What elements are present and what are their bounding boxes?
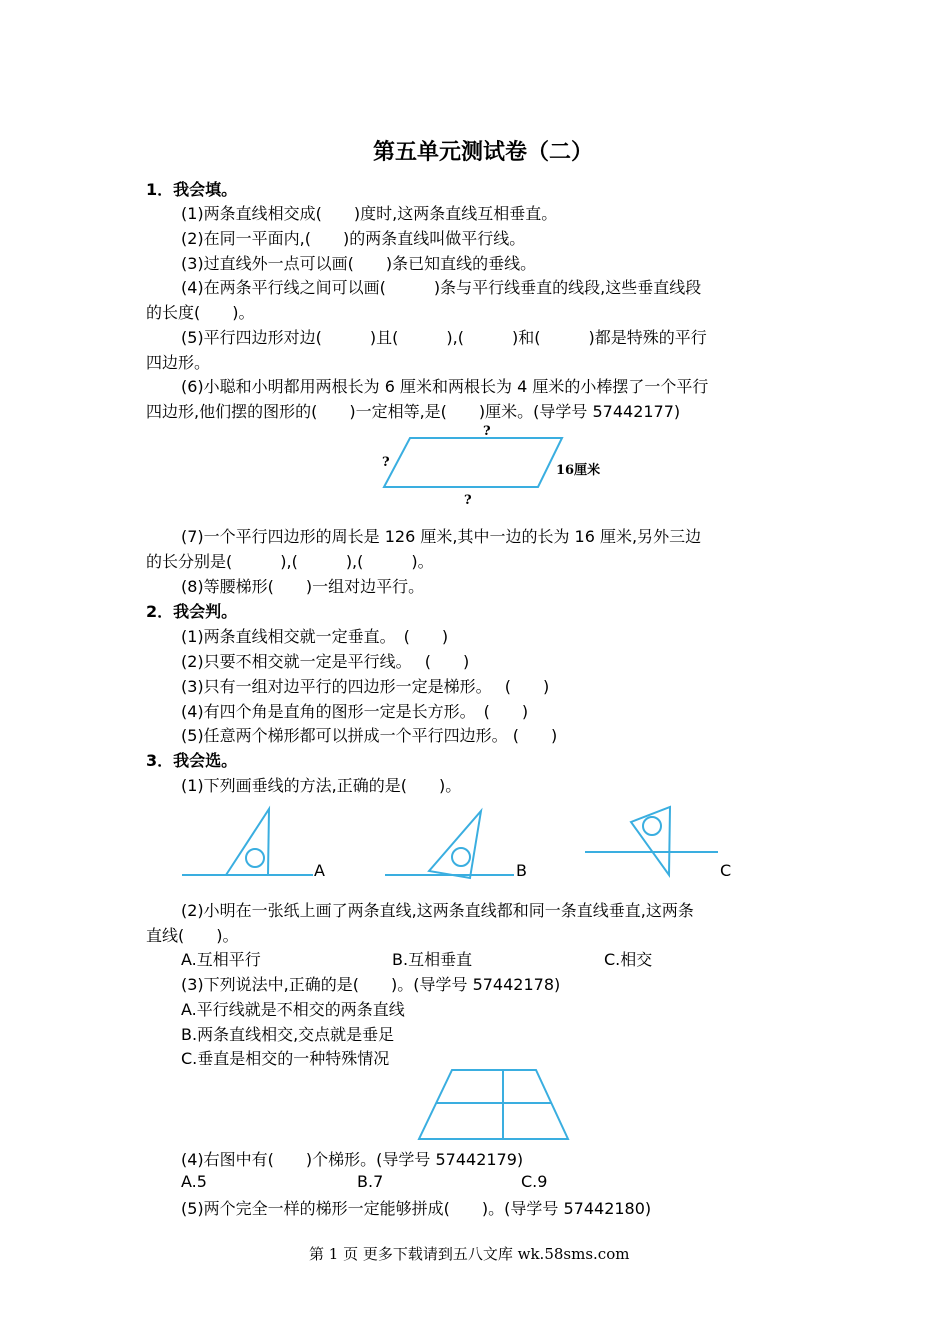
trapezoid-figure <box>415 1066 575 1146</box>
s3-q4-option-c: C.9 <box>521 1172 548 1191</box>
s2-q1: (1)两条直线相交就一定垂直。 ( ) <box>181 627 449 646</box>
s3-q4-option-a: A.5 <box>181 1172 207 1191</box>
fig1-top-label: ? <box>483 424 491 439</box>
section-2-heading: 2．我会判。 <box>146 602 238 621</box>
s1-q6-line1: (6)小聪和小明都用两根长为 6 厘米和两根长为 4 厘米的小棒摆了一个平行 <box>181 377 709 396</box>
s3-q3-option-a: A.平行线就是不相交的两条直线 <box>181 1000 405 1019</box>
s1-q8: (8)等腰梯形( )一组对边平行。 <box>181 577 425 596</box>
fig1-bottom-label: ? <box>464 493 472 508</box>
s3-q1: (1)下列画垂线的方法,正确的是( )。 <box>181 776 462 795</box>
s1-q5-line1: (5)平行四边形对边( )且( ),( )和( )都是特殊的平行 <box>181 328 707 347</box>
option-a-triangle <box>226 809 269 875</box>
s1-q4-line1: (4)在两条平行线之间可以画( )条与平行线垂直的线段,这些垂直线段 <box>181 278 702 297</box>
s3-q2-option-a: A.互相平行 <box>181 950 261 969</box>
s1-q5-line2: 四边形。 <box>146 353 211 372</box>
s3-q3-option-b: B.两条直线相交,交点就是垂足 <box>181 1025 395 1044</box>
s1-q2: (2)在同一平面内,( )的两条直线叫做平行线。 <box>181 229 526 248</box>
s1-q3: (3)过直线外一点可以画( )条已知直线的垂线。 <box>181 254 537 273</box>
s3-q4-option-b: B.7 <box>357 1172 384 1191</box>
s1-q6-line2: 四边形,他们摆的图形的( )一定相等,是( )厘米。(导学号 57442177) <box>146 402 681 421</box>
s3-q2-option-b: B.互相垂直 <box>392 950 473 969</box>
page-footer: 第 1 页 更多下载请到五八文库 wk.58sms.com <box>309 1245 630 1263</box>
parallelogram-shape <box>384 438 562 487</box>
fig1-left-label: ? <box>382 455 390 470</box>
parallelogram-figure <box>370 420 620 510</box>
option-c-circle <box>643 817 661 835</box>
page-title: 第五单元测试卷（二） <box>373 139 594 165</box>
perpendicular-methods-figure <box>180 800 740 890</box>
option-a-circle <box>246 849 264 867</box>
s3-q4: (4)右图中有( )个梯形。(导学号 57442179) <box>181 1150 524 1169</box>
s1-q7-line1: (7)一个平行四边形的周长是 126 厘米,其中一边的长为 16 厘米,另外三边 <box>181 527 702 546</box>
section-3-heading: 3．我会选。 <box>146 751 238 770</box>
s3-q3: (3)下列说法中,正确的是( )。(导学号 57442178) <box>181 975 561 994</box>
option-b-triangle <box>429 811 481 878</box>
section-1-heading: 1．我会填。 <box>146 180 238 199</box>
option-b-circle <box>452 848 470 866</box>
option-b-label: B <box>516 861 527 880</box>
s1-q4-line2: 的长度( )。 <box>146 303 255 322</box>
s3-q3-option-c: C.垂直是相交的一种特殊情况 <box>181 1049 390 1068</box>
s3-q2-option-c: C.相交 <box>604 950 653 969</box>
s2-q2: (2)只要不相交就一定是平行线。 ( ) <box>181 652 470 671</box>
s2-q3: (3)只有一组对边平行的四边形一定是梯形。 ( ) <box>181 677 550 696</box>
fig1-side-label: 16厘米 <box>556 463 601 478</box>
s3-q2-line2: 直线( )。 <box>146 926 239 945</box>
s2-q5: (5)任意两个梯形都可以拼成一个平行四边形。 ( ) <box>181 726 558 745</box>
s3-q5: (5)两个完全一样的梯形一定能够拼成( )。(导学号 57442180) <box>181 1199 652 1218</box>
option-c-label: C <box>720 861 732 880</box>
s2-q4: (4)有四个角是直角的图形一定是长方形。 ( ) <box>181 702 529 721</box>
s1-q1: (1)两条直线相交成( )度时,这两条直线互相垂直。 <box>181 204 558 223</box>
s3-q2-line1: (2)小明在一张纸上画了两条直线,这两条直线都和同一条直线垂直,这两条 <box>181 901 694 920</box>
option-a-label: A <box>314 861 325 880</box>
trapezoid-outline <box>419 1070 568 1139</box>
s1-q7-line2: 的长分别是( ),( ),( )。 <box>146 552 434 571</box>
